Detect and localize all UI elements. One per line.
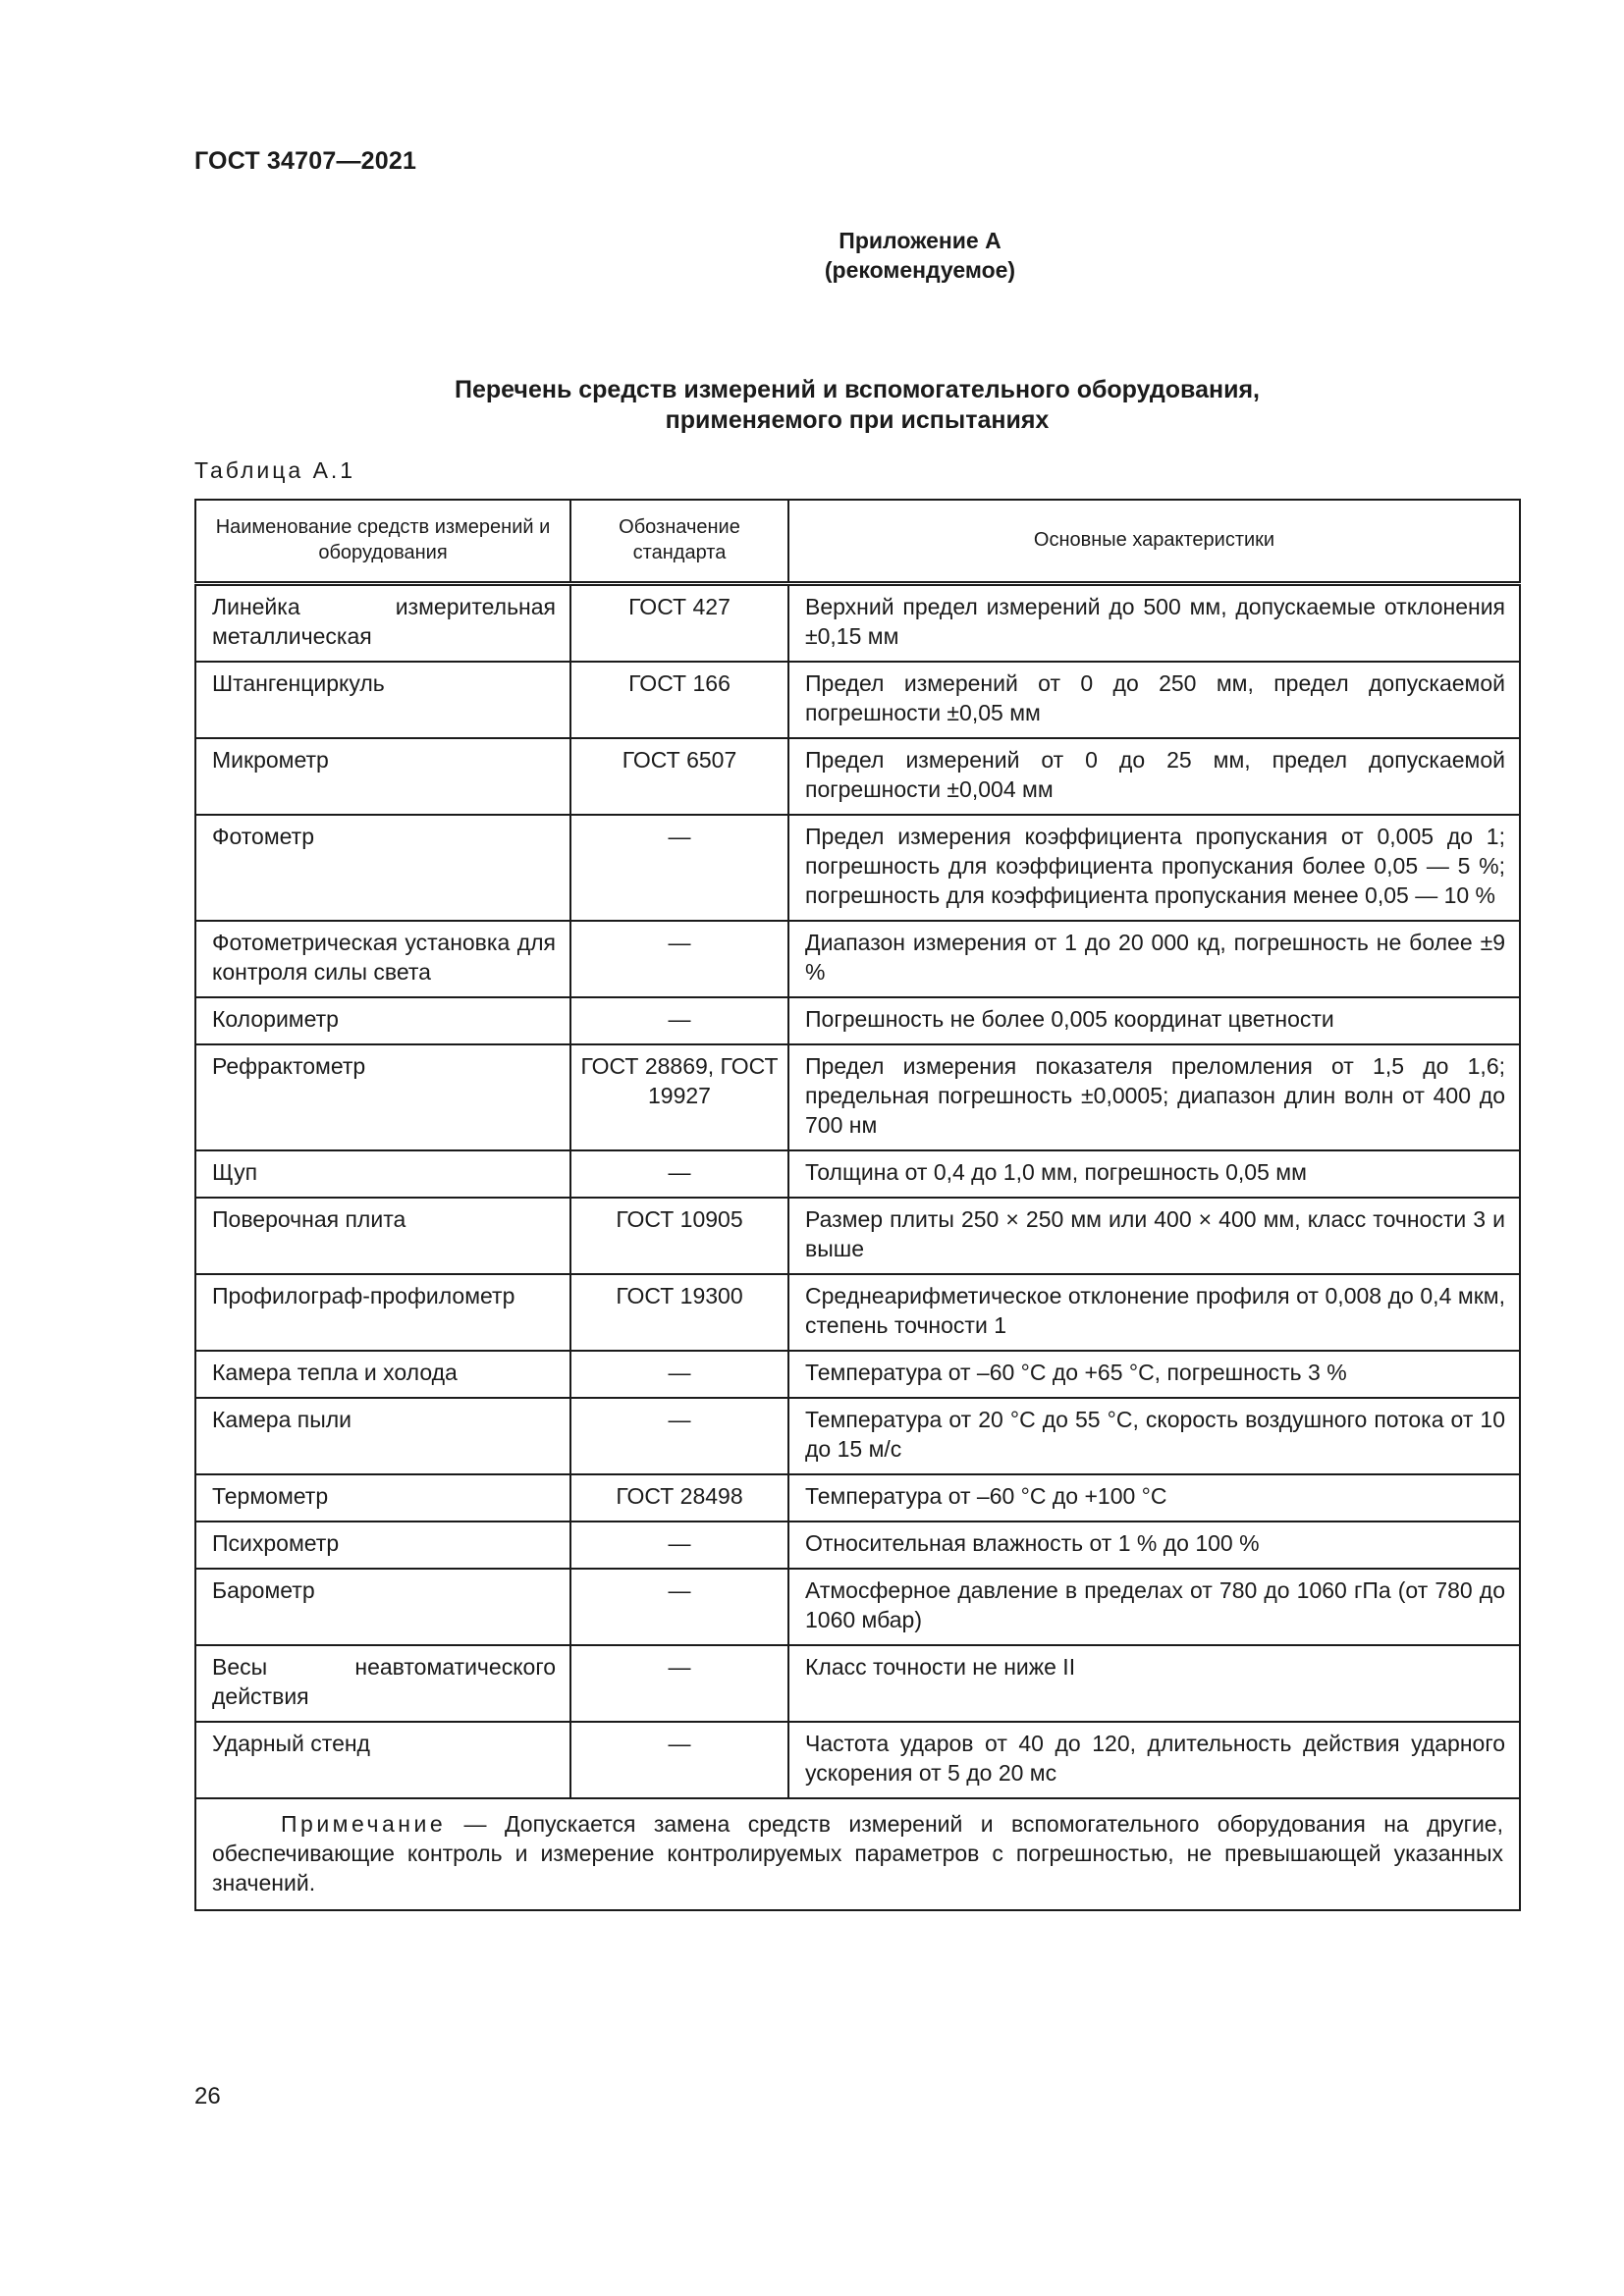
cell-standard: ГОСТ 6507	[570, 738, 788, 815]
table-row	[195, 1044, 1520, 1150]
cell-characteristics: Среднеарифметическое отклонение профиля от 0,008 до 0,4 мкм, степень точности 1	[788, 1274, 1520, 1351]
document-title	[194, 375, 1520, 436]
table-row	[195, 1722, 1520, 1798]
cell-standard: —	[570, 1645, 788, 1722]
cell-standard: —	[570, 1351, 788, 1398]
page-number: 26	[194, 2083, 221, 2109]
table-row	[195, 738, 1520, 815]
table-note-row	[195, 1798, 1520, 1910]
table-row	[195, 1351, 1520, 1398]
cell-name: Фотометрическая установка для контроля силы света	[195, 921, 570, 997]
cell-characteristics: Размер плиты 250 × 250 мм или 400 × 400 мм, класс точности 3 и выше	[788, 1198, 1520, 1274]
cell-characteristics: Частота ударов от 40 до 120, длительность действия ударного ускорения от 5 до 20 мс	[788, 1722, 1520, 1798]
title-line-2: применяемого при испытаниях	[665, 406, 1050, 434]
table-row	[195, 1274, 1520, 1351]
cell-standard: —	[570, 1150, 788, 1198]
table-row	[195, 584, 1520, 663]
cell-standard: —	[570, 815, 788, 921]
table-row	[195, 1398, 1520, 1474]
table-row	[195, 1645, 1520, 1722]
cell-name: Камера тепла и холода	[195, 1351, 570, 1398]
cell-name: Микрометр	[195, 738, 570, 815]
document-code: ГОСТ 34707—2021	[194, 147, 417, 175]
cell-characteristics: Предел измерений от 0 до 250 мм, предел допускаемой погрешности ±0,05 мм	[788, 662, 1520, 738]
cell-name: Термометр	[195, 1474, 570, 1522]
appendix-status: (рекомендуемое)	[824, 257, 1016, 283]
table-row	[195, 1198, 1520, 1274]
table-row	[195, 815, 1520, 921]
cell-name: Фотометр	[195, 815, 570, 921]
table-row	[195, 921, 1520, 997]
appendix-label: Приложение А	[839, 228, 1001, 253]
cell-standard: —	[570, 1722, 788, 1798]
equipment-table	[194, 499, 1521, 1911]
cell-name: Барометр	[195, 1569, 570, 1645]
note-label: Примечание	[281, 1811, 447, 1837]
note-text: — Допускается замена средств измерений и вспомогательного оборудования на другие, обеспечивающие контроль и измерение контролируемых параметров с погрешностью, не превышающей указанных значений.	[212, 1811, 1503, 1896]
title-line-1: Перечень средств измерений и вспомогательного оборудования,	[455, 376, 1260, 403]
cell-characteristics: Толщина от 0,4 до 1,0 мм, погрешность 0,05 мм	[788, 1150, 1520, 1198]
equipment-table-container	[194, 499, 1519, 1911]
cell-standard: ГОСТ 28498	[570, 1474, 788, 1522]
cell-characteristics: Относительная влажность от 1 % до 100 %	[788, 1522, 1520, 1569]
table-row	[195, 662, 1520, 738]
cell-characteristics: Верхний предел измерений до 500 мм, допускаемые отклонения ±0,15 мм	[788, 584, 1520, 663]
cell-characteristics: Атмосферное давление в пределах от 780 до 1060 гПа (от 780 до 1060 мбар)	[788, 1569, 1520, 1645]
appendix-heading	[0, 226, 1624, 285]
cell-standard: —	[570, 1398, 788, 1474]
cell-standard: ГОСТ 28869, ГОСТ 19927	[570, 1044, 788, 1150]
table-row	[195, 1474, 1520, 1522]
cell-standard: —	[570, 921, 788, 997]
cell-characteristics: Предел измерения показателя преломления от 1,5 до 1,6; предельная погрешность ±0,0005; диапазон длин волн от 400 до 700 нм	[788, 1044, 1520, 1150]
cell-name: Штангенциркуль	[195, 662, 570, 738]
cell-name: Линейка измерительная металлическая	[195, 584, 570, 663]
cell-name: Психрометр	[195, 1522, 570, 1569]
cell-characteristics: Температура от 20 °С до 55 °С, скорость воздушного потока от 10 до 15 м/с	[788, 1398, 1520, 1474]
cell-characteristics: Диапазон измерения от 1 до 20 000 кд, погрешность не более ±9 %	[788, 921, 1520, 997]
cell-name: Щуп	[195, 1150, 570, 1198]
cell-name: Колориметр	[195, 997, 570, 1044]
column-header-standard: Обозначение стандарта	[570, 500, 788, 584]
table-note	[195, 1798, 1520, 1910]
column-header-characteristics: Основные характеристики	[788, 500, 1520, 584]
cell-name: Весы неавтоматического действия	[195, 1645, 570, 1722]
cell-characteristics: Предел измерений от 0 до 25 мм, предел допускаемой погрешности ±0,004 мм	[788, 738, 1520, 815]
cell-standard: ГОСТ 10905	[570, 1198, 788, 1274]
cell-standard: ГОСТ 166	[570, 662, 788, 738]
cell-name: Рефрактометр	[195, 1044, 570, 1150]
table-row	[195, 1150, 1520, 1198]
cell-characteristics: Температура от –60 °С до +65 °С, погрешность 3 %	[788, 1351, 1520, 1398]
table-row	[195, 1569, 1520, 1645]
cell-name: Профилограф-профилометр	[195, 1274, 570, 1351]
cell-name: Ударный стенд	[195, 1722, 570, 1798]
cell-name: Поверочная плита	[195, 1198, 570, 1274]
table-header-row	[195, 500, 1520, 584]
cell-standard: ГОСТ 427	[570, 584, 788, 663]
table-row	[195, 1522, 1520, 1569]
cell-characteristics: Температура от –60 °С до +100 °С	[788, 1474, 1520, 1522]
cell-standard: ГОСТ 19300	[570, 1274, 788, 1351]
cell-name: Камера пыли	[195, 1398, 570, 1474]
cell-standard: —	[570, 997, 788, 1044]
cell-characteristics: Класс точности не ниже II	[788, 1645, 1520, 1722]
cell-standard: —	[570, 1522, 788, 1569]
table-row	[195, 997, 1520, 1044]
cell-standard: —	[570, 1569, 788, 1645]
table-caption: Таблица А.1	[194, 457, 356, 483]
column-header-name: Наименование средств измерений и оборудования	[195, 500, 570, 584]
cell-characteristics: Предел измерения коэффициента пропускания от 0,005 до 1; погрешность для коэффициента пропускания более 0,05 — 5 %; погрешность для коэффициента пропускания менее 0,05 — 10 %	[788, 815, 1520, 921]
cell-characteristics: Погрешность не более 0,005 координат цветности	[788, 997, 1520, 1044]
